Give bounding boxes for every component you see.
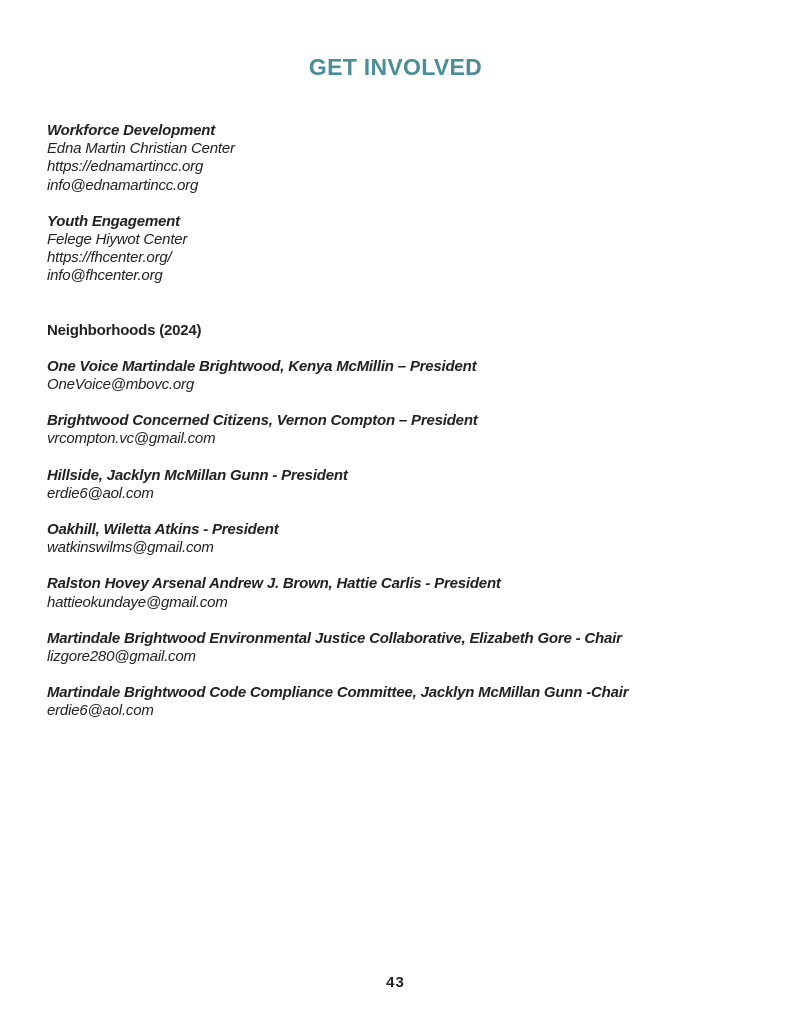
neighborhood-entry xyxy=(47,521,767,557)
neighborhood-name: Brightwood Concerned Citizens, Vernon Compton – President xyxy=(47,412,478,430)
neighborhood-name: Martindale Brightwood Code Compliance Committee, Jacklyn McMillan Gunn -Chair xyxy=(47,684,629,702)
neighborhood-entry xyxy=(47,412,767,448)
neighborhood-name: Ralston Hovey Arsenal Andrew J. Brown, Hattie Carlis - President xyxy=(47,575,501,593)
resource-organization: Edna Martin Christian Center xyxy=(47,140,235,158)
page-number: 43 xyxy=(386,974,405,991)
neighborhood-entry xyxy=(47,684,767,720)
resource-heading: Workforce Development xyxy=(47,122,216,139)
neighborhood-email-link[interactable]: vrcompton.vc@gmail.com xyxy=(47,430,216,448)
neighborhood-entry xyxy=(47,575,767,611)
resource-heading: Youth Engagement xyxy=(47,212,180,230)
neighborhood-name: Hillside, Jacklyn McMillan Gunn - President xyxy=(47,466,348,484)
neighborhood-email-link[interactable]: hattieokundaye@gmail.com xyxy=(47,593,228,611)
neighborhood-email-link[interactable]: watkinswilms@gmail.com xyxy=(47,539,214,557)
neighborhood-name: Oakhill, Wiletta Atkins - President xyxy=(47,521,279,539)
resource-email-link[interactable]: info@fhcenter.org xyxy=(47,267,163,285)
resource-workforce-development xyxy=(47,122,767,195)
neighborhood-email-link[interactable]: OneVoice@mbovc.org xyxy=(47,376,194,394)
neighborhood-entry xyxy=(47,358,767,394)
neighborhood-entry xyxy=(47,630,767,666)
resource-organization: Felege Hiywot Center xyxy=(47,231,188,249)
neighborhood-email-link[interactable]: erdie6@aol.com xyxy=(47,484,154,502)
neighborhood-entry xyxy=(47,467,767,503)
neighborhood-email-link[interactable]: lizgore280@gmail.com xyxy=(47,648,196,666)
page-title: GET INVOLVED xyxy=(308,54,483,80)
resource-url-link[interactable]: https://fhcenter.org/ xyxy=(47,249,172,267)
neighborhood-name: Martindale Brightwood Environmental Justice Collaborative, Elizabeth Gore - Chair xyxy=(47,629,622,647)
neighborhoods-heading: Neighborhoods (2024) xyxy=(47,321,202,339)
resource-youth-engagement xyxy=(47,213,767,286)
content xyxy=(47,122,767,721)
resource-url-link[interactable]: https://ednamartincc.org xyxy=(47,158,204,176)
neighborhood-name: One Voice Martindale Brightwood, Kenya McMillin – President xyxy=(47,357,477,375)
neighborhood-email-link[interactable]: erdie6@aol.com xyxy=(47,702,154,720)
resource-email-link[interactable]: info@ednamartincc.org xyxy=(47,176,199,194)
